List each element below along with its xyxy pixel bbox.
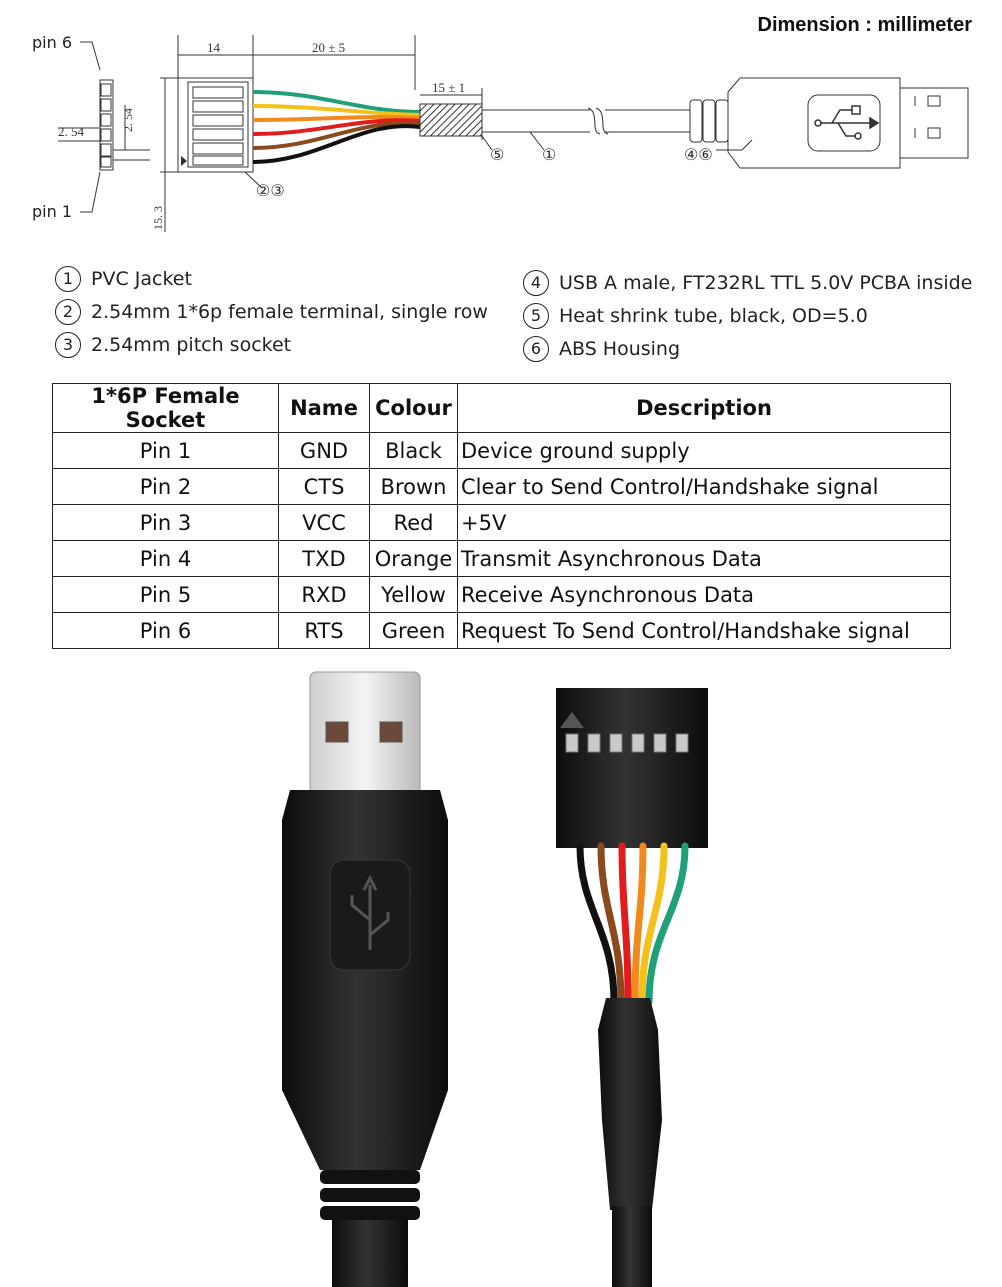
legend-number: 1 <box>55 266 81 292</box>
pin-6-label: pin 6 <box>32 33 73 52</box>
legend-item <box>523 332 972 365</box>
cell-name: TXD <box>279 541 370 577</box>
socket-pin <box>588 734 600 752</box>
legend-number: 6 <box>523 336 549 362</box>
table-row <box>53 469 951 505</box>
header-socket: 1*6P Female Socket <box>53 384 279 433</box>
callout-2-3: ②③ <box>256 183 285 200</box>
cell-description: Request To Send Control/Handshake signal <box>458 613 951 649</box>
header-description: Description <box>458 384 951 433</box>
legend-item <box>55 328 488 361</box>
cable-jacket <box>612 1206 652 1287</box>
legend-text: 2.54mm pitch socket <box>91 333 292 356</box>
table-row <box>53 577 951 613</box>
cell-description: Transmit Asynchronous Data <box>458 541 951 577</box>
callout-1: ① <box>542 147 557 164</box>
usb-a-plug <box>282 672 448 1287</box>
socket-pin <box>610 734 622 752</box>
legend-text: USB A male, FT232RL TTL 5.0V PCBA inside <box>559 271 973 294</box>
cable-photo <box>0 650 1002 1287</box>
cell-pin: Pin 1 <box>53 433 279 469</box>
socket-length-dim: 14 <box>207 40 220 55</box>
cell-description: +5V <box>458 505 951 541</box>
cell-name: RTS <box>279 613 370 649</box>
socket-pin <box>566 734 578 752</box>
header-colour: Colour <box>370 384 458 433</box>
cell-name: CTS <box>279 469 370 505</box>
cell-colour: Brown <box>370 469 458 505</box>
legend-text: Heat shrink tube, black, OD=5.0 <box>559 304 868 327</box>
cell-name: RXD <box>279 577 370 613</box>
heat-shrink-tube <box>420 104 482 136</box>
callout-4-6: ④⑥ <box>684 147 713 164</box>
cell-pin: Pin 3 <box>53 505 279 541</box>
legend-item <box>55 262 488 295</box>
pinout-table <box>52 383 951 649</box>
cell-name: VCC <box>279 505 370 541</box>
table-header-row <box>53 384 951 433</box>
cell-pin: Pin 4 <box>53 541 279 577</box>
usb-symbol-icon <box>815 106 878 139</box>
table-row <box>53 433 951 469</box>
legend-item <box>523 299 972 332</box>
dimension-drawing <box>0 0 1002 250</box>
heat-shrink <box>598 998 662 1210</box>
legend-number: 4 <box>523 270 549 296</box>
female-socket-connector <box>556 688 708 848</box>
legend-text: PVC Jacket <box>91 267 192 290</box>
pitch-dim-vertical: 2. 54 <box>121 108 135 132</box>
legend-left <box>55 262 488 361</box>
cell-colour: Yellow <box>370 577 458 613</box>
wire-bundle <box>253 92 420 162</box>
height-dim: 15. 3 <box>151 206 165 230</box>
pin-1-label: pin 1 <box>32 202 73 221</box>
cell-pin: Pin 6 <box>53 613 279 649</box>
table-row <box>53 505 951 541</box>
table-row <box>53 541 951 577</box>
cell-colour: Green <box>370 613 458 649</box>
cell-description: Clear to Send Control/Handshake signal <box>458 469 951 505</box>
legend-item <box>55 295 488 328</box>
dimension-title: Dimension : millimeter <box>757 14 972 36</box>
legend-item <box>523 266 972 299</box>
cell-colour: Orange <box>370 541 458 577</box>
legend-number: 5 <box>523 303 549 329</box>
legend-text: 2.54mm 1*6p female terminal, single row <box>91 300 488 323</box>
cell-colour: Black <box>370 433 458 469</box>
table-row <box>53 613 951 649</box>
legend-text: ABS Housing <box>559 337 681 360</box>
socket-pin <box>654 734 666 752</box>
callout-5: ⑤ <box>490 147 505 164</box>
cell-name: GND <box>279 433 370 469</box>
legend-number: 3 <box>55 332 81 358</box>
cell-pin: Pin 2 <box>53 469 279 505</box>
strip-length-dim: 15 ± 1 <box>432 80 466 95</box>
cell-description: Receive Asynchronous Data <box>458 577 951 613</box>
legend-number: 2 <box>55 299 81 325</box>
cell-colour: Red <box>370 505 458 541</box>
fanned-wires <box>580 846 685 1002</box>
wire-length-dim: 20 ± 5 <box>312 40 346 55</box>
socket-pin <box>676 734 688 752</box>
legend-right <box>523 266 972 365</box>
socket-pin <box>632 734 644 752</box>
cell-description: Device ground supply <box>458 433 951 469</box>
pitch-dim-horizontal: 2. 54 <box>58 124 84 139</box>
cell-pin: Pin 5 <box>53 577 279 613</box>
header-name: Name <box>279 384 370 433</box>
